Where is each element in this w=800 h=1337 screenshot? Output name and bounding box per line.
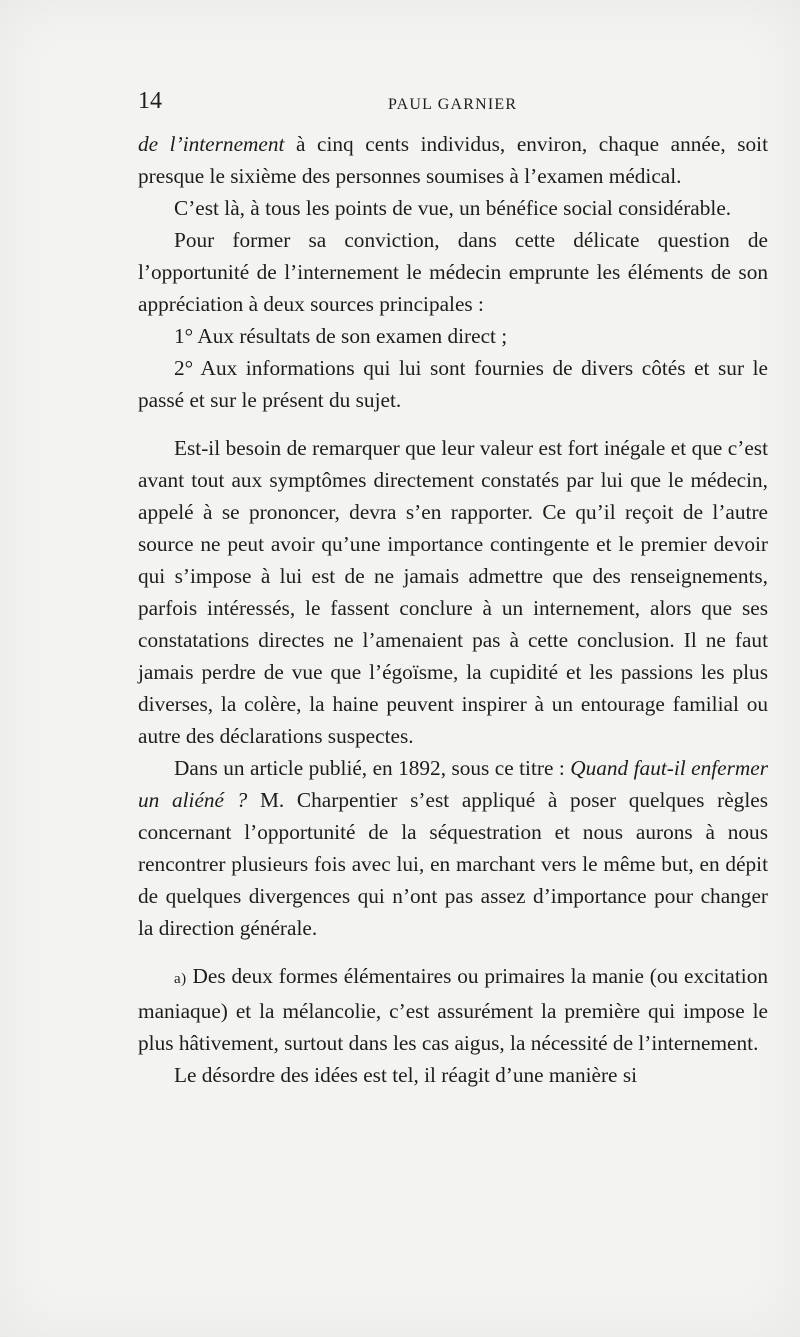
body-text bbox=[138, 128, 768, 1091]
article-title: Quand faut-il enfermer un aliéné ? bbox=[138, 756, 769, 812]
paragraph-continuation: de l’internement à cinq cents individus, environ, chaque année, soit presque le sixième des personnes soumises à l’examen médical. bbox=[138, 132, 768, 188]
list-item-2: 2° Aux informations qui lui sont fournies de divers côtés et sur le passé et sur le présent du sujet. bbox=[138, 356, 768, 412]
list-item-1: 1° Aux résultats de son examen direct ; bbox=[174, 324, 508, 348]
paragraph-conviction: Pour former sa conviction, dans cette délicate question de l’opportunité de l’internement le médecin emprunte les éléments de son appréciation à deux sources principales : bbox=[138, 228, 768, 316]
italic-lead: de l’internement bbox=[138, 132, 285, 156]
paragraph-remarquer: Est-il besoin de remarquer que leur valeur est fort inégale et que c’est avant tout aux symptômes directement constatés par lui que le médecin, appelé à se prononcer, devra s’en rapporter. Ce qu’il reçoit de l’autre source ne peut avoir qu’une importance contingente et le premier devoir qui s’impose à lui est de ne jamais admettre que des renseignements, parfois intéressés, le fassent conclure à un internement, alors que ses constatations directes ne l’amenaient pas à cette conclusion. Il ne faut jamais perdre de vue que l’égoïsme, la cupidité et les passions les plus diverses, la colère, la haine peuvent inspirer à un entourage familial ou autre des déclarations suspectes. bbox=[138, 436, 768, 748]
paragraph-charpentier: Dans un article publié, en 1892, sous ce titre : Quand faut-il enfermer un aliéné ? M. Charpentier s’est appliqué à poser quelques règles concernant l’opportunité de la séquestration et nous aurons à nous rencontrer plusieurs fois avec lui, en marchant vers le même but, en dépit de quelques divergences qui n’ont pas assez d’importance pour changer la direction générale. bbox=[138, 756, 769, 940]
paragraph-benefit: C’est là, à tous les points de vue, un bénéfice social considérable. bbox=[174, 196, 732, 220]
section-label: a) bbox=[174, 971, 187, 987]
paragraph-section-a: a) Des deux formes élémentaires ou primaires la manie (ou excitation maniaque) et la mélancolie, c’est assurément la première qui impose le plus hâtivement, surtout dans les cas aigus, la nécessité de l’internement. bbox=[138, 964, 768, 1055]
page-number: 14 bbox=[138, 88, 162, 114]
paragraph-desordre: Le désordre des idées est tel, il réagit d’une manière si bbox=[174, 1063, 638, 1087]
running-head: PAUL GARNIER bbox=[388, 96, 518, 113]
page-header bbox=[138, 88, 768, 118]
